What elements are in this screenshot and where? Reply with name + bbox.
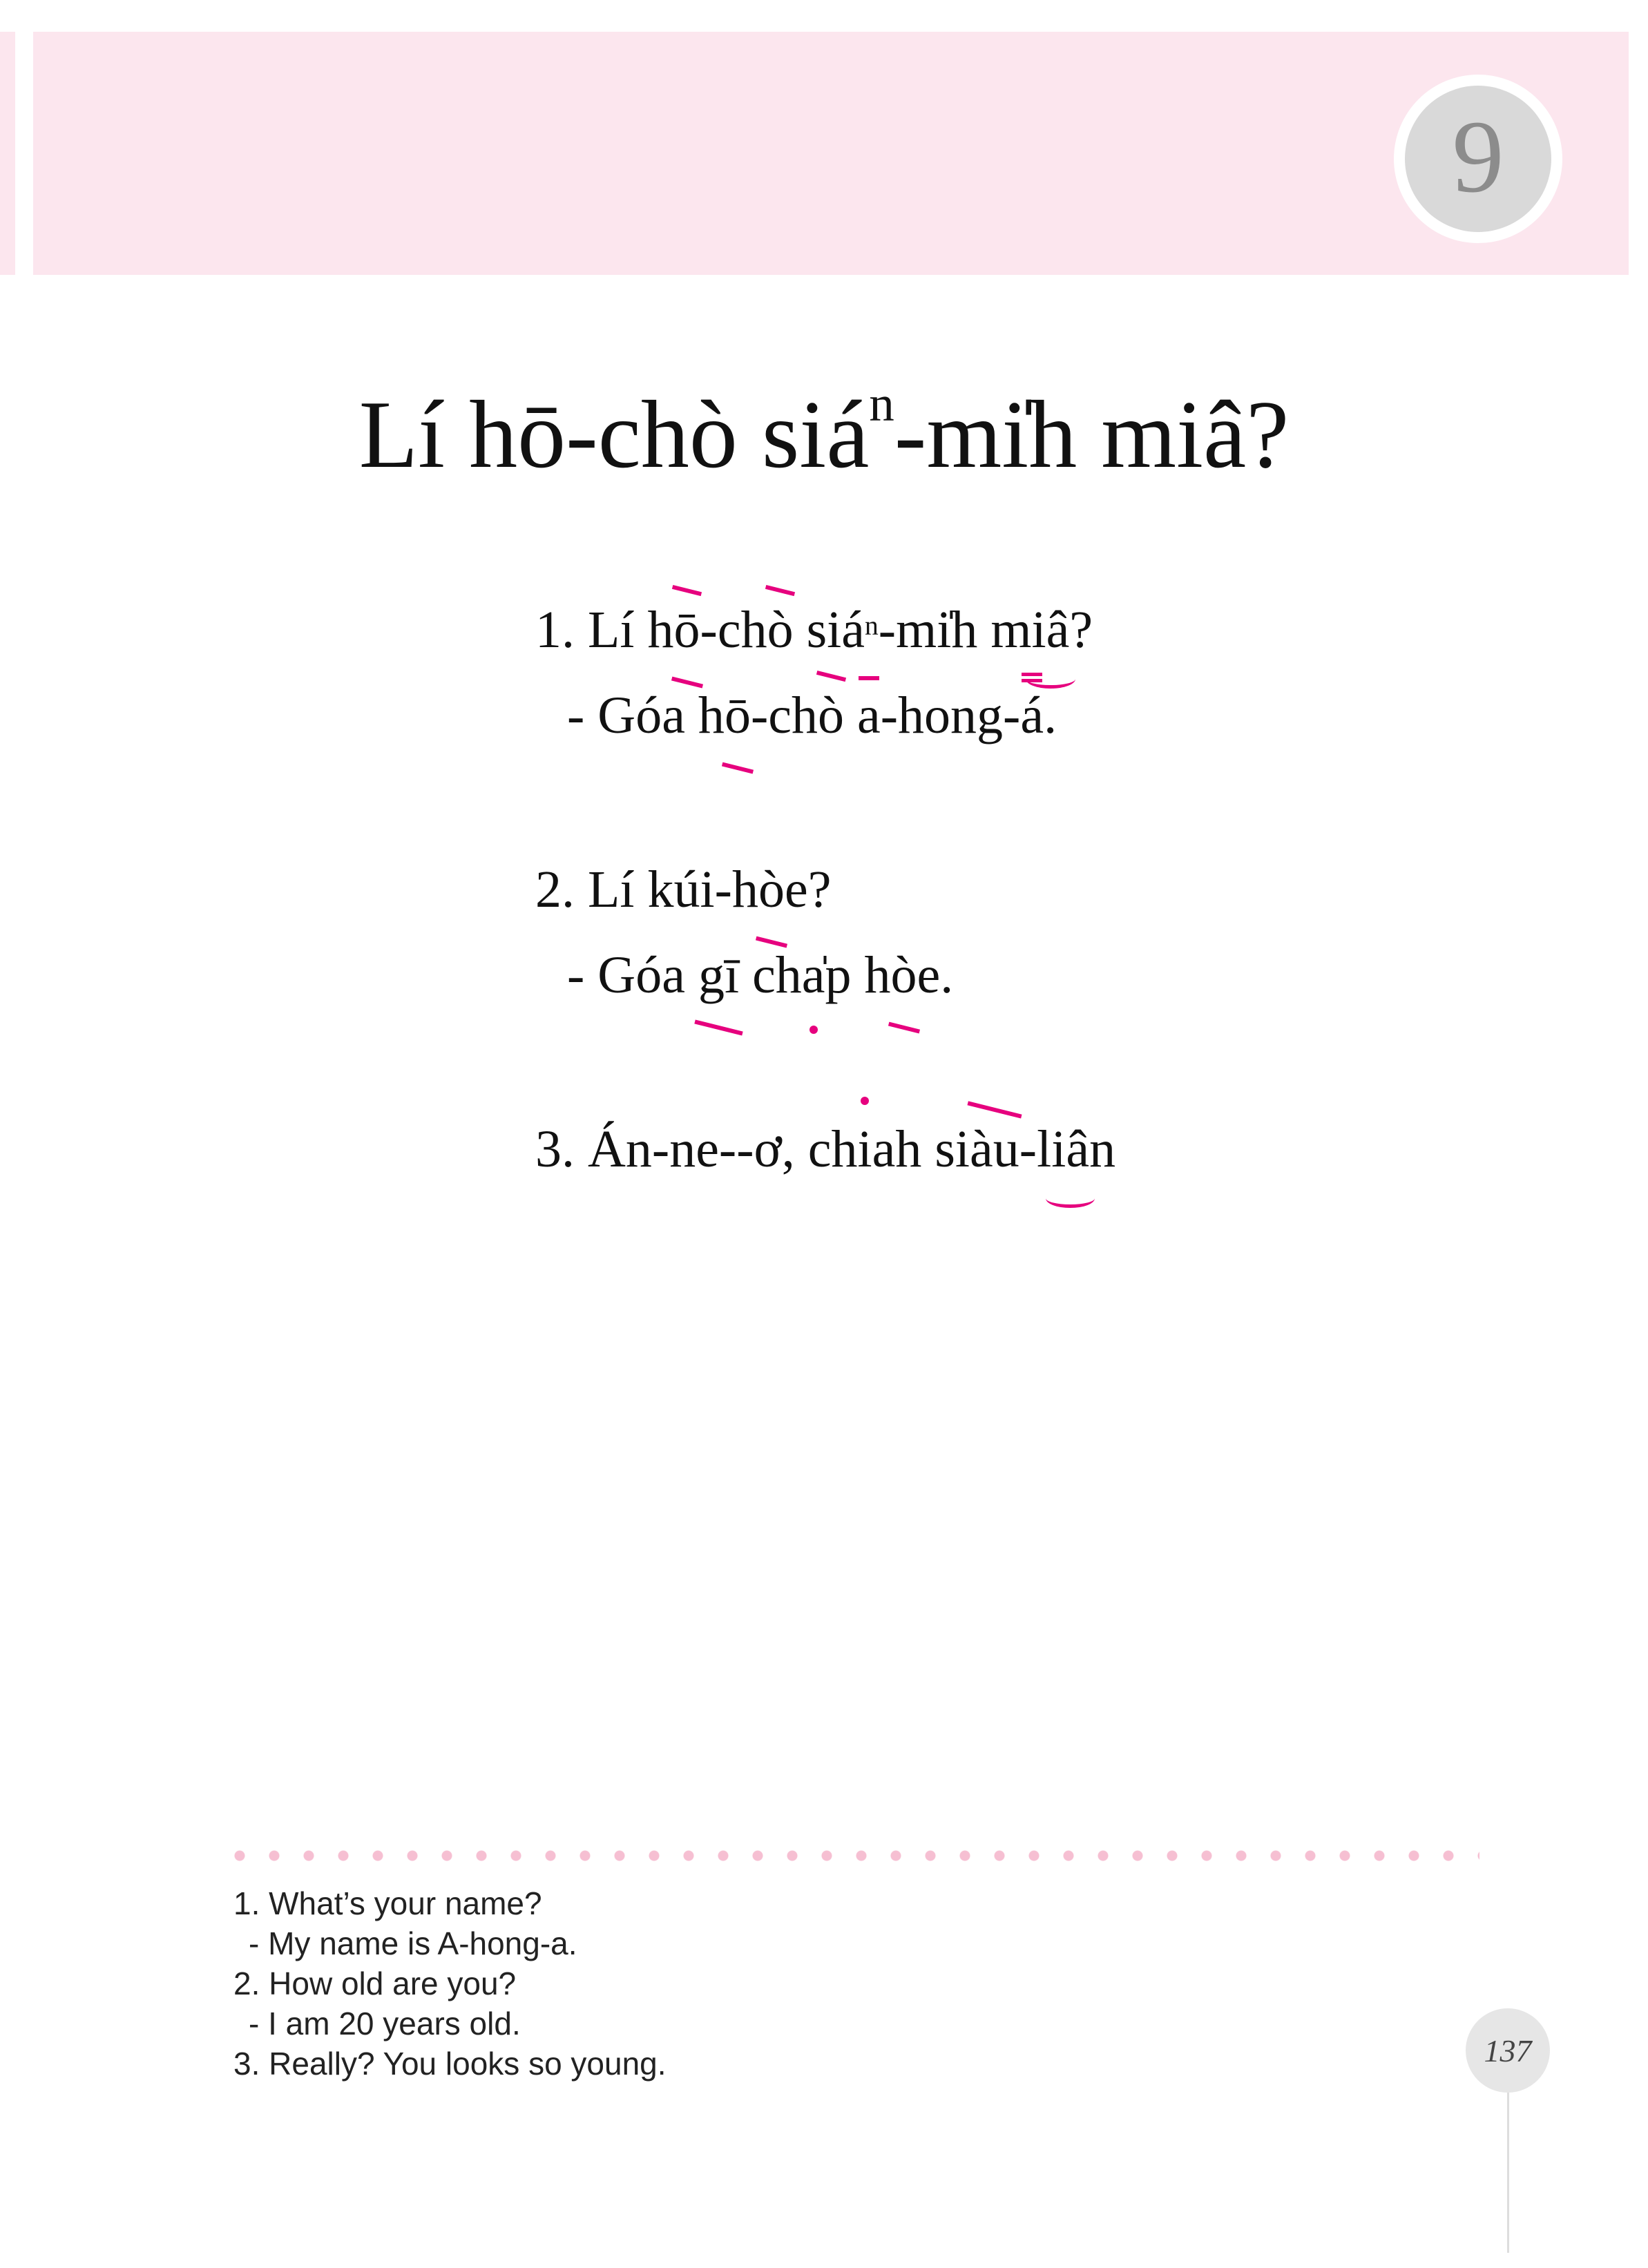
text-segment <box>844 686 857 744</box>
title-part: -mi̍h miâ? <box>894 381 1290 488</box>
text-segment: -mi̍h m <box>878 601 1032 659</box>
text-segment: -ch <box>700 601 767 659</box>
text-segment: e? <box>784 861 832 919</box>
dialogue-gap <box>535 1018 1433 1106</box>
dotted-divider <box>222 1849 1479 1863</box>
translation-line: 1. What’s your name? <box>233 1885 542 1921</box>
page-number-badge <box>1466 2008 1550 2093</box>
text-segment: ? <box>1069 601 1093 659</box>
text-segment: ch <box>739 946 802 1004</box>
translation-line: - I am 20 years old. <box>249 2006 521 2041</box>
text-segment: ah si <box>872 1120 970 1178</box>
text-segment: . <box>1044 686 1057 744</box>
dialogue-answer-1 <box>535 673 1433 758</box>
tone-mark: iâ <box>1051 1106 1089 1192</box>
tone-mark <box>674 587 700 673</box>
tone-mark: ò <box>818 673 844 758</box>
title-nasal-superscript: n <box>869 376 894 432</box>
tone-mark: ò <box>767 587 794 673</box>
text-segment: p h <box>825 946 891 1004</box>
text-segment: - Góa h <box>567 686 725 744</box>
text-segment: - Góa <box>567 946 698 1004</box>
dialogue-gap <box>535 758 1433 847</box>
translations <box>233 1883 667 2084</box>
translation-line: - My name is A-hong-a. <box>249 1925 577 1961</box>
text-segment: -hong- <box>880 686 1021 744</box>
title-part: Lí hō-chò siá <box>358 381 870 488</box>
page-number: 137 <box>1484 2032 1532 2068</box>
tone-mark: ò <box>758 847 785 932</box>
translation-line: 3. Really? You looks so young. <box>233 2046 667 2082</box>
tone-mark: a <box>857 673 881 758</box>
line-number: 1. <box>535 601 575 659</box>
chapter-number: 9 <box>1452 99 1504 214</box>
dialogue-question-1 <box>535 587 1433 673</box>
dialogue-line-3 <box>535 1106 1433 1192</box>
text-segment: -l <box>1019 1120 1052 1178</box>
tone-mark: iâ <box>1031 587 1069 673</box>
dialogue-question-2 <box>535 847 1433 932</box>
text-segment: n <box>1089 1120 1116 1178</box>
page-number-line <box>1507 2093 1509 2253</box>
header-band <box>33 32 1629 275</box>
text-segment: siá <box>793 601 865 659</box>
line-number: 3. <box>535 1120 575 1178</box>
tone-mark: a̍ <box>802 932 825 1018</box>
tone-mark: i <box>857 1106 872 1192</box>
text-segment: Lí kúi-h <box>588 861 758 919</box>
chapter-badge <box>1394 75 1562 243</box>
line-number: 2. <box>535 861 575 919</box>
dialogue-answer-2 <box>535 932 1433 1018</box>
tone-mark: àu <box>970 1106 1019 1192</box>
dialogue <box>535 587 1433 1192</box>
header-side-strip <box>0 32 15 275</box>
chapter-badge-circle <box>1405 86 1551 232</box>
title-text <box>358 376 1290 488</box>
tone-mark: gī <box>698 932 739 1018</box>
tone-mark: ò <box>891 932 917 1018</box>
text-segment: -ch <box>750 686 818 744</box>
tone-mark: ō <box>725 673 751 758</box>
translation-line: 2. How old are you? <box>233 1966 517 2001</box>
nasal-superscript: n <box>865 611 879 642</box>
text-segment: e. <box>917 946 954 1004</box>
tone-mark: á <box>1020 673 1044 758</box>
tone-mark: ō <box>674 587 700 673</box>
text-segment: Án-ne--ơ, ch <box>588 1120 858 1178</box>
text-segment: Lí h <box>588 601 674 659</box>
lesson-title <box>0 376 1648 488</box>
